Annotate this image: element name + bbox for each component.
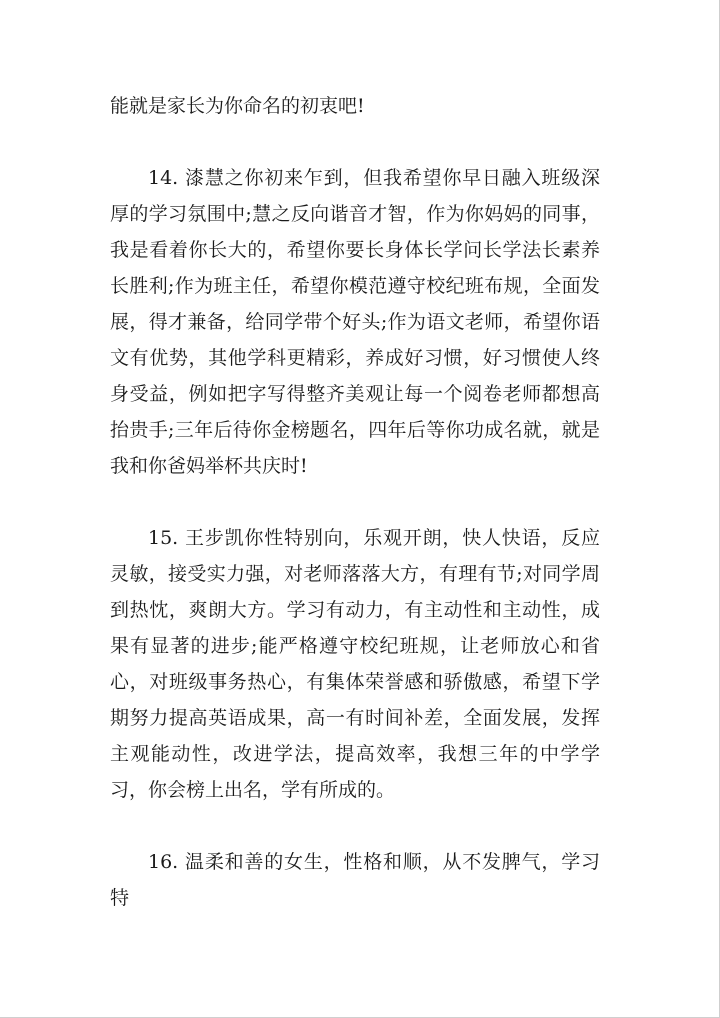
paragraph-continued: 能就是家长为你命名的初衷吧! [110,95,365,117]
paragraph-15: 15. 王步凯你性特别向，乐观开朗，快人快语，反应灵敏，接受实力强，对老师落落大方，有理有节;对同学周到热忱，爽朗大方。学习有动力，有主动性和主动性，成果有显著的进步;能严格遵守校纪班规，让老师放心和省心，对班级事务热心，有集体荣誉感和骄傲感，希望下学期努力提高英语成果，高一有时间补差，全面发展，发挥主观能动性，改进学法，提高效率，我想三年的中学学习，你会榜上出名，学有所成的。 [110,527,600,801]
paragraph-14: 14. 漆慧之你初来乍到，但我希望你早日融入班级深厚的学习氛围中;慧之反向谐音才智，作为你妈妈的同事，我是看着你长大的，希望你要长身体长学问长学法长素养长胜利;作为班主任，希望你模范遵守校纪班布规，全面发展，得才兼备，给同学带个好头;作为语文老师，希望你语文有优势，其他学科更精彩，养成好习惯，好习惯使人终身受益，例如把字写得整齐美观让每一个阅卷老师都想高抬贵手;三年后待你金榜题名，四年后等你功成名就，就是我和你爸妈举杯共庆时! [110,167,600,477]
document-body [110,88,600,952]
paragraph-16: 16. 温柔和善的女生，性格和顺，从不发脾气，学习特 [110,851,600,909]
